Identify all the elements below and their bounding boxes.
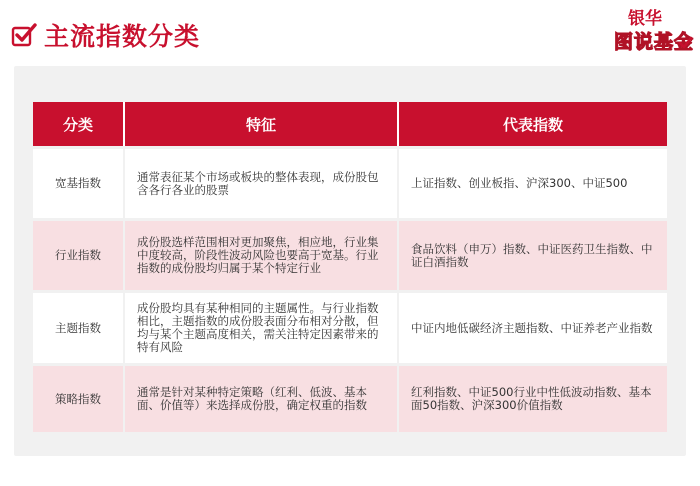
logo-text-top: 银华 — [628, 9, 662, 29]
row-category: 策略指数 — [33, 365, 124, 433]
column-header-feature: 特征 — [124, 102, 398, 148]
page-header — [0, 0, 700, 64]
row-category: 主题指数 — [33, 292, 124, 365]
index-classification-table — [33, 102, 667, 432]
row-representative: 食品饮料（申万）指数、中证医药卫生指数、中证白酒指数 — [398, 220, 667, 292]
row-feature: 通常表征某个市场或板块的整体表现，成份股包含各行各业的股票 — [124, 148, 398, 220]
row-category: 行业指数 — [33, 220, 124, 292]
table-row — [33, 148, 667, 220]
row-representative: 上证指数、创业板指、沪深300、中证500 — [398, 148, 667, 220]
logo-text-bottom: 图说基金 — [614, 31, 695, 53]
table-row — [33, 365, 667, 433]
check-icon — [678, 36, 692, 50]
row-category: 宽基指数 — [33, 148, 124, 220]
column-header-category: 分类 — [33, 102, 124, 148]
row-representative: 红利指数、中证500行业中性低波动指数、基本面50指数、沪深300价值指数 — [398, 365, 667, 433]
table-row — [33, 292, 667, 365]
row-feature: 通常是针对某种特定策略（红利、低波、基本面、价值等）来选择成份股，确定权重的指数 — [124, 365, 398, 433]
row-feature: 成份股均具有某种相同的主题属性。与行业指数相比，主题指数的成份股表面分布相对分散，但均与某个主题高度相关，需关注特定因素带来的特有风险 — [124, 292, 398, 365]
table-row — [33, 220, 667, 292]
brand-logo — [610, 6, 694, 60]
row-feature: 成份股选样范围相对更加聚焦，相应地，行业集中度较高，阶段性波动风险也要高于宽基。行业指数的成份股均归属于某个特定行业 — [124, 220, 398, 292]
row-representative: 中证内地低碳经济主题指数、中证养老产业指数 — [398, 292, 667, 365]
column-header-representative: 代表指数 — [398, 102, 667, 148]
table-header-row — [33, 102, 667, 148]
page-title: 主流指数分类 — [44, 22, 201, 51]
checkbox-check-icon — [11, 22, 37, 48]
